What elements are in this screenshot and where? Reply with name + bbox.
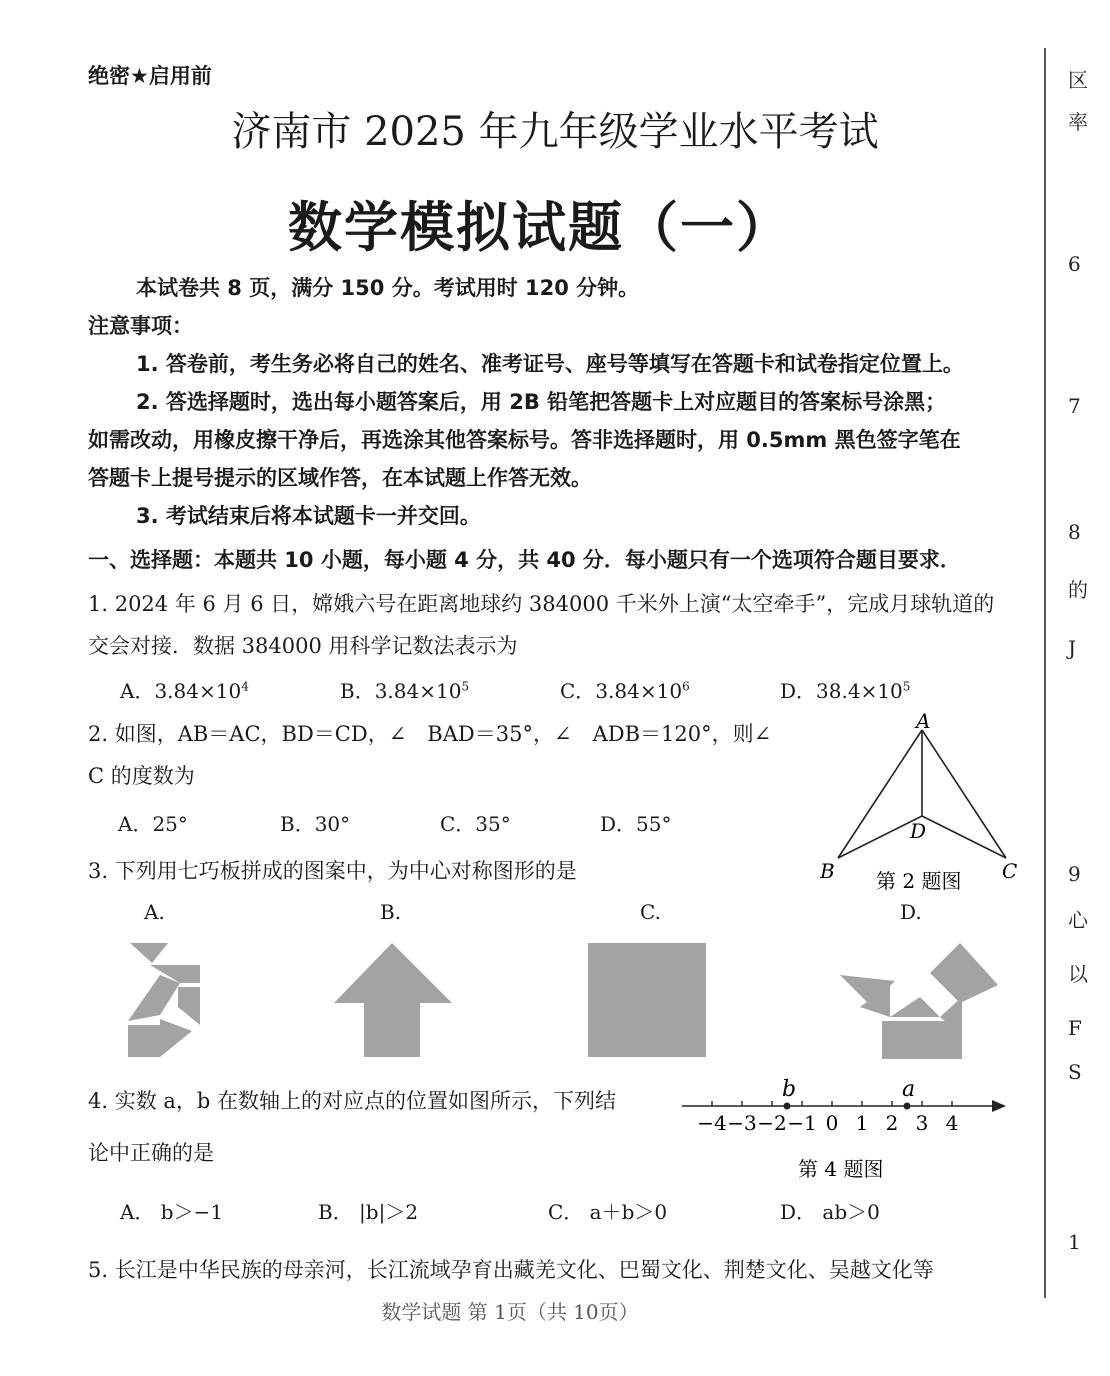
q2-triangle-figure <box>810 708 1030 898</box>
q2-line2: C 的度数为 <box>88 764 195 788</box>
tangram-b <box>334 943 452 1057</box>
point-a-label: A <box>916 709 931 733</box>
margin-char: 以 <box>1068 962 1088 986</box>
q3-option-c-label: C. <box>640 900 661 924</box>
margin-char: F <box>1068 1016 1082 1040</box>
notice-item-2-line1: 2. 答选择题时，选出每小题答案后，用 2B 铅笔把答题卡上对应题目的答案标号涂黑； <box>136 390 947 414</box>
margin-char: 7 <box>1068 394 1081 418</box>
q1-option-d: D．$38.4\times 10^5$ <box>780 679 911 703</box>
number-line-arrow <box>992 1100 1006 1112</box>
segment-cd <box>922 816 1006 858</box>
number-line-tick-label: −1 <box>787 1111 817 1135</box>
point-d-label: D <box>910 819 927 843</box>
margin-char: S <box>1068 1060 1082 1084</box>
q4-option-a: A． b＞−1 <box>120 1200 224 1224</box>
point-b-dot <box>784 1103 791 1110</box>
q3-option-b-label: B. <box>380 900 402 924</box>
q3-option-d-label: D. <box>900 900 922 924</box>
q2-option-b: B．30° <box>280 812 351 836</box>
tangram-d <box>840 943 998 1059</box>
number-line-tick-label: 3 <box>915 1111 929 1135</box>
notice-item-3: 3. 考试结束后将本试题卡一并交回。 <box>136 504 481 528</box>
notice-item-2-line3: 答题卡上提号提示的区域作答，在本试题上作答无效。 <box>88 466 592 490</box>
q2-figure-caption: 第 2 题图 <box>876 869 962 893</box>
exam-subtitle: 数学模拟试题（一） <box>288 196 792 259</box>
notice-item-2-line2: 如需改动，用橡皮擦干净后，再选涂其他答案标号。答非选择题时，用 0.5mm 黑色签字笔在 <box>88 428 961 452</box>
margin-char: 区 <box>1068 68 1088 92</box>
q4-number-line <box>676 1074 1016 1204</box>
q2-option-a: A．25° <box>118 812 188 836</box>
q4-option-d: D． ab＞0 <box>780 1200 880 1224</box>
notice-item-1: 1. 答卷前，考生务必将自己的姓名、准考证号、座号等填写在答题卡和试卷指定位置上。 <box>136 352 964 376</box>
point-c-label: C <box>1002 859 1018 883</box>
q1-line1: 1. 2024 年 6 月 6 日，嫦娥六号在距离地球约 384000 千米外上演“太空牵手”，完成月球轨道的 <box>88 592 995 616</box>
tangram-a <box>128 943 200 1057</box>
q3-option-a-label: A. <box>144 900 165 924</box>
margin-char: 率 <box>1068 110 1088 134</box>
q1-option-c: C．$3.84\times 10^6$ <box>560 679 690 703</box>
number-line-tick-label: 2 <box>885 1111 899 1135</box>
margin-char: 8 <box>1068 520 1081 544</box>
point-a-dot <box>904 1103 911 1110</box>
q3-tangram-shapes <box>100 935 1020 1065</box>
q2-option-d: D．55° <box>600 812 672 836</box>
exam-intro: 本试卷共 8 页，满分 150 分。考试用时 120 分钟。 <box>136 276 640 300</box>
q4-option-c: C． a＋b＞0 <box>548 1200 668 1224</box>
number-line-tick-label: 4 <box>945 1111 959 1135</box>
q1-line2: 交会对接．数据 384000 用科学记数法表示为 <box>88 634 518 658</box>
margin-char: 1 <box>1068 1230 1081 1254</box>
tangram-c <box>588 943 706 1057</box>
q5-line1: 5. 长江是中华民族的母亲河，长江流域孕育出藏羌文化、巴蜀文化、荆楚文化、吴越文化等 <box>88 1258 934 1282</box>
segment-ac <box>922 730 1006 858</box>
page-footer: 数学试题 第 1页（共 10页） <box>381 1300 639 1324</box>
section-1-heading: 一、选择题：本题共 10 小题，每小题 4 分，共 40 分．每小题只有一个选项符合题目要求． <box>88 548 961 572</box>
number-line-tick-label: −2 <box>757 1111 787 1135</box>
margin-char: 9 <box>1068 862 1081 886</box>
number-line-tick-label: 1 <box>855 1111 869 1135</box>
q3-line1: 3. 下列用七巧板拼成的图案中，为中心对称图形的是 <box>88 859 577 883</box>
confidential-label: 绝密★启用前 <box>88 64 212 88</box>
point-a-label: a <box>902 1077 916 1102</box>
q4-figure-caption: 第 4 题图 <box>798 1157 884 1181</box>
notice-heading: 注意事项： <box>88 314 193 338</box>
q2-option-c: C．35° <box>440 812 511 836</box>
number-line-tick-label: −3 <box>727 1111 757 1135</box>
page-divider <box>1044 48 1046 1298</box>
q4-option-b: B． |b|＞2 <box>318 1200 419 1224</box>
margin-char: 6 <box>1068 252 1081 276</box>
exam-title: 济南市 2025 年九年级学业水平考试 <box>231 109 879 155</box>
q1-option-b: B．$3.84\times 10^5$ <box>340 679 470 703</box>
margin-char: 心 <box>1068 908 1088 932</box>
number-line-tick-label: 0 <box>825 1111 839 1135</box>
q4-line1: 4. 实数 a，b 在数轴上的对应点的位置如图所示，下列结 <box>88 1089 617 1113</box>
q4-line2: 论中正确的是 <box>88 1141 214 1165</box>
point-b-label: B <box>820 859 835 883</box>
point-b-label: b <box>782 1077 797 1102</box>
margin-char: 的 <box>1068 578 1088 602</box>
q2-line1: 2. 如图，AB＝AC，BD＝CD，∠ BAD＝35°，∠ ADB＝120°，则∠ <box>88 722 772 746</box>
q1-option-a: A．$3.84\times 10^4$ <box>120 679 249 703</box>
margin-char: J <box>1068 636 1077 660</box>
number-line-tick-label: −4 <box>697 1111 727 1135</box>
